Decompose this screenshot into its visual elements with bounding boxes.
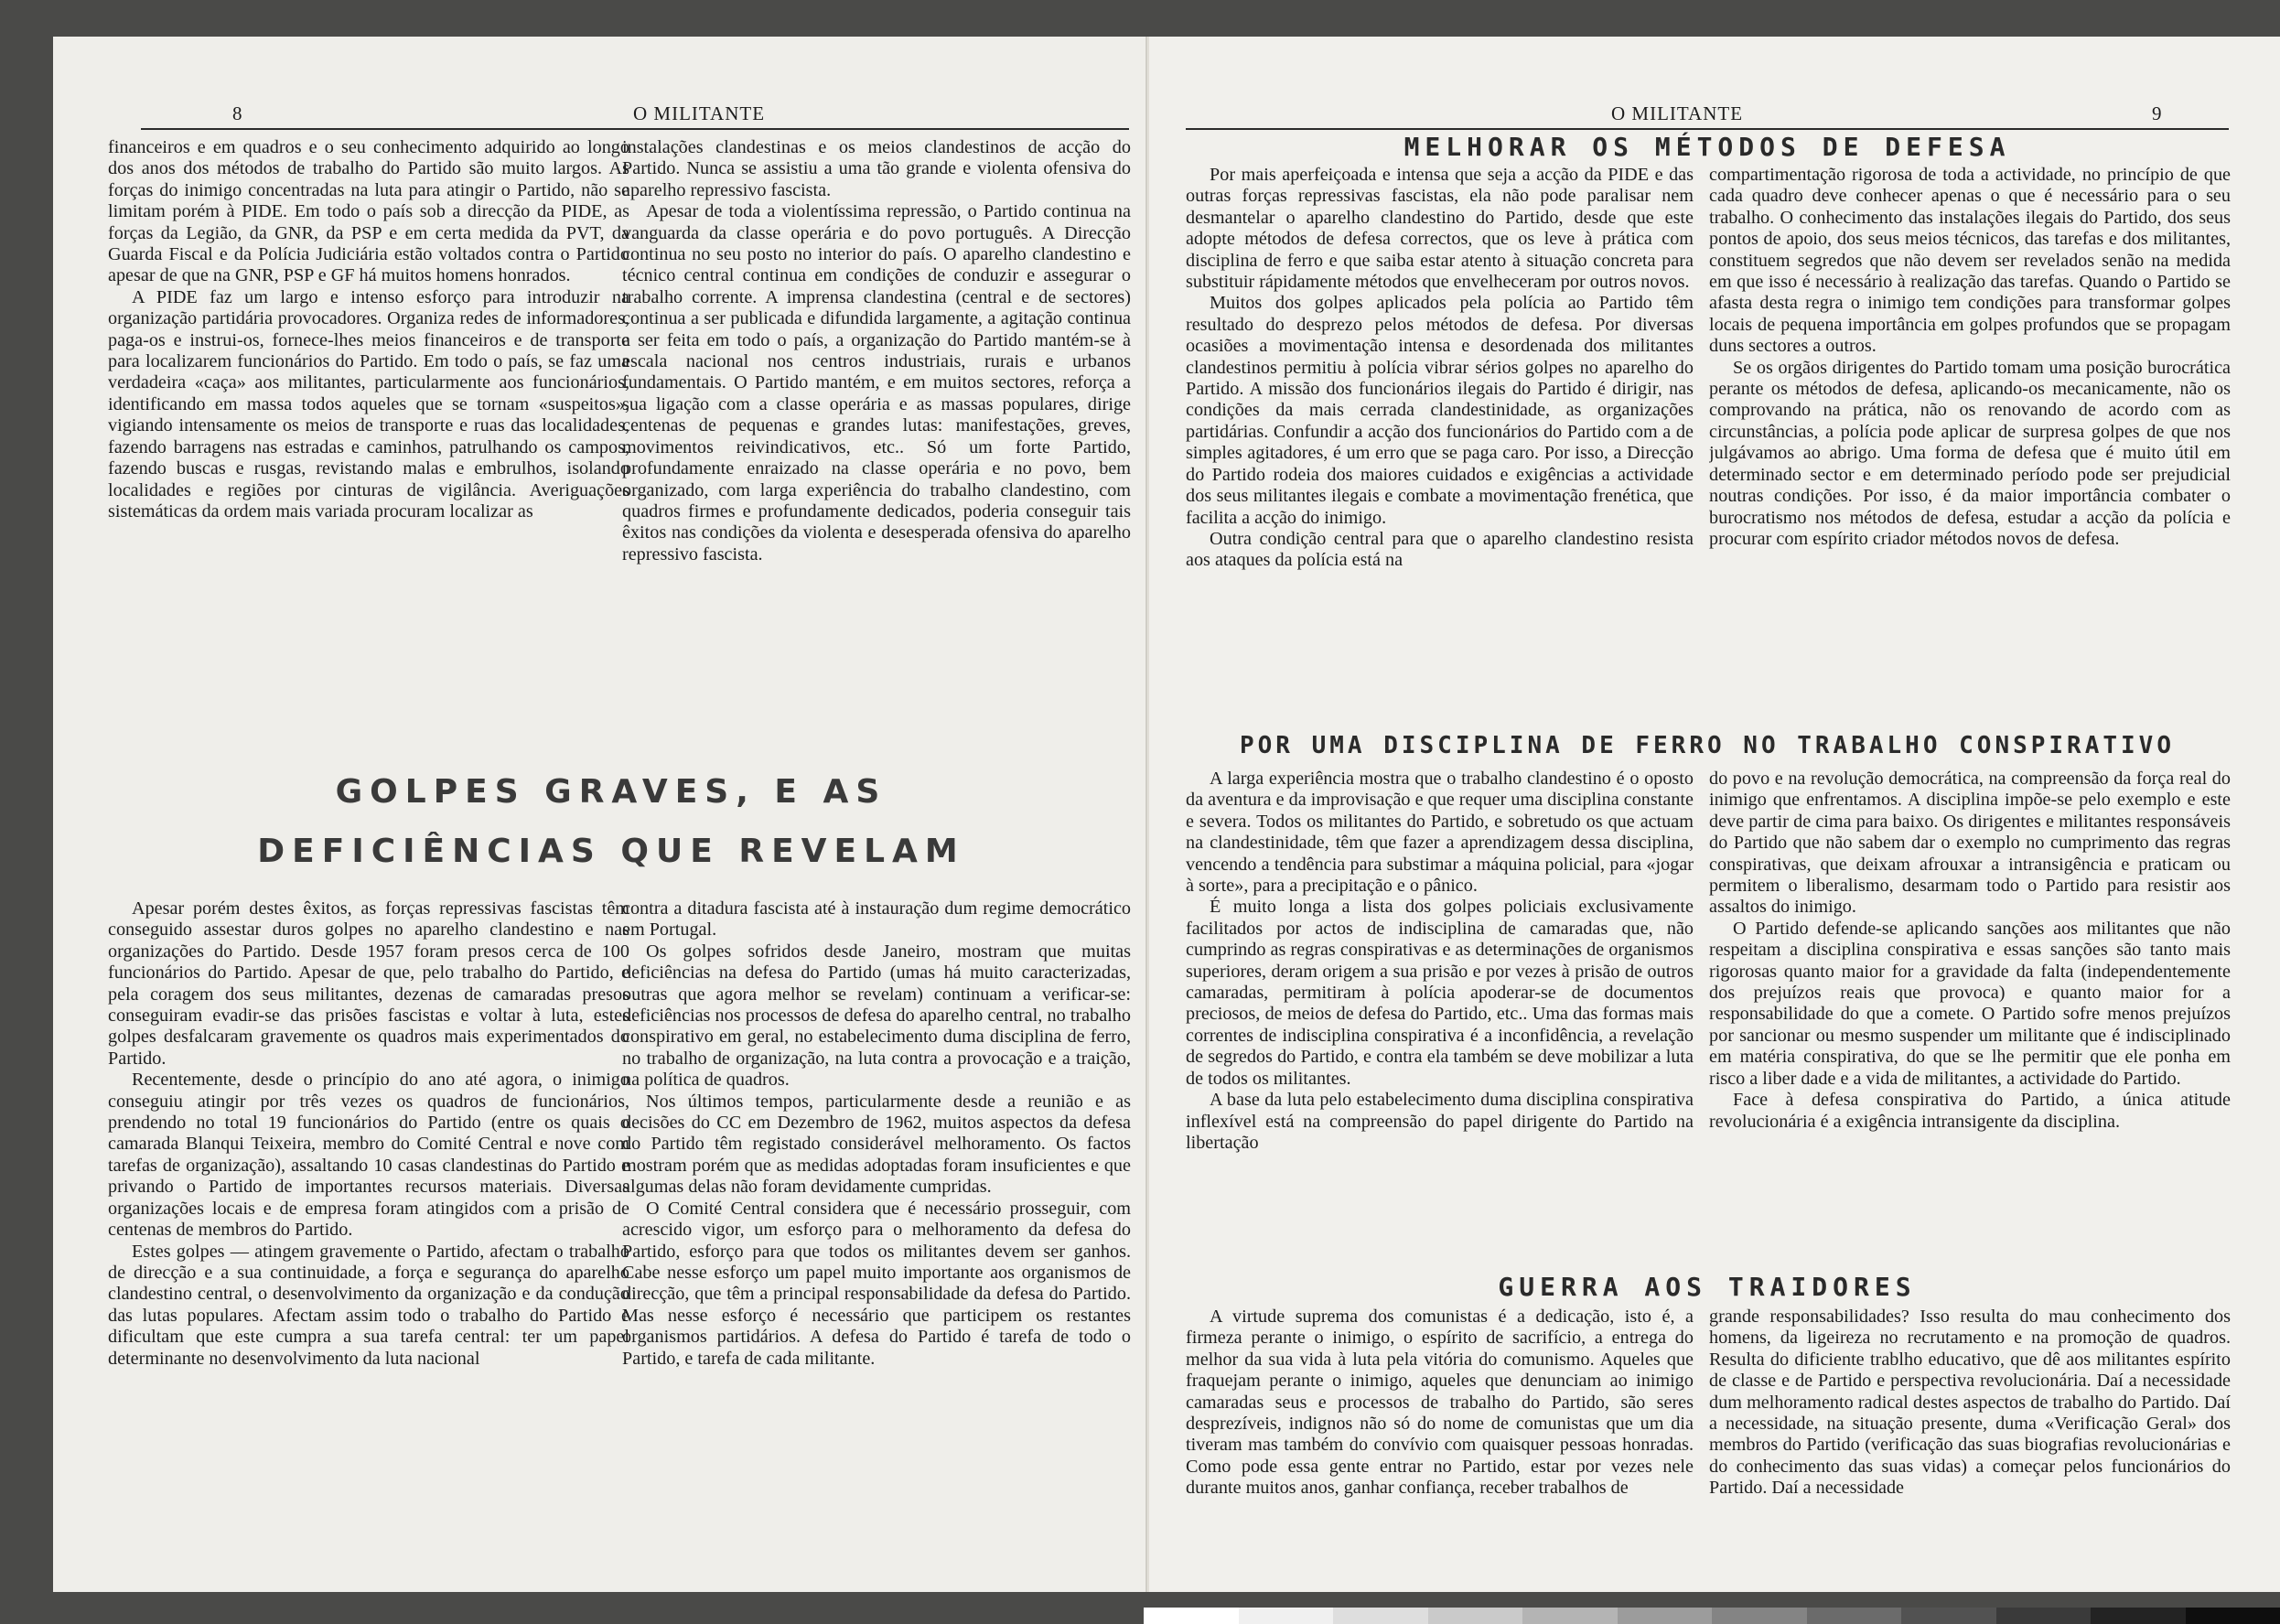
- paragraph: Recentemente, desde o princípio do ano até agora, o inimigo conseguiu atingir por três vezes os quadros de funcionários, prendendo no total 19 funcionários do Partido (entre os quais o camarada Blanqui Teixeira, membro do Comité Central e nove com tarefas de organização), assaltando 10 casas clandestinas do Partido e privando o Partido de importantes recursos materiais. Diversas organizações locais e de empresa foram atingidos com a prisão de centenas de membros do Partido.: [108, 1070, 629, 1241]
- section-title-traidores: GUERRA AOS TRAIDORES: [1498, 1272, 1917, 1302]
- left-col2-bottom: [622, 898, 1131, 1566]
- s2-col1: [1186, 769, 1694, 1274]
- section-title-disciplina: POR UMA DISCIPLINA DE FERRO NO TRABALHO CONSPIRATIVO: [1240, 732, 2175, 759]
- s2-col2: [1709, 769, 2231, 1274]
- paragraph: É muito longa a lista dos golpes policiais exclusivamente facilitados por actos de indisciplina de camaradas que, não cumprindo as regras conspirativas e as determinações de organismos superiores, deram origem a sua prisão e por vezes à prisão de outros camaradas, permitiram à polícia apoderar-se de documentos preciosos, de meios de defesa do Partido, etc.. Uma das formas mais correntes de indisciplina conspirativa é a inconfidência, a revelação de segredos do Partido, e contra ela também se deve mobilizar a luta de todos os militantes.: [1186, 897, 1694, 1089]
- paragraph: Nos últimos tempos, particularmente desde a reunião e as decisões do CC em Dezembro de 1962, muitos aspectos da defesa do Partido têm registado considerável melhoramento. Os factos mostram porém que as medidas adoptadas foram insuficientes e que algumas delas não foram devidamente cumpridas.: [622, 1091, 1131, 1198]
- paragraph: A PIDE faz um largo e intenso esforço para introduzir na organização partidária provocadores. Organiza redes de informadores, paga-os e instrui-os, fornece-lhes meios financeiros e de transporte para localizarem funcionários do Partido. Em todo o país, se faz uma verdadeira «caça» aos militantes, particularmente aos funcionários, identificando em massa todos aqueles que se tornam «suspeitos», vigiando intensamente os meios de transporte e ruas das localidades, fazendo barragens nas estradas e caminhos, patrulhando os campos, fazendo buscas e rusgas, revistando malas e embrulhos, isolando localidades e regiões por cinturas de vigilância. Averiguações sistemáticas da ordem mais variada procuram localizar as: [108, 286, 629, 522]
- right-running-title: O MILITANTE: [1611, 102, 1744, 124]
- right-page: [1149, 37, 2280, 1592]
- paragraph: A base da luta pelo estabelecimento duma disciplina conspirativa inflexível está na compreensão do papel dirigente do Partido na libertação: [1186, 1090, 1694, 1153]
- paragraph: Os golpes sofridos desde Janeiro, mostram que muitas deficiências na defesa do Partido (umas há muito caracterizadas, outras que agora melhor se revelam) continuam a verificar-se: deficiências nos processos de defesa do aparelho central, no trabalho conspirativo em geral, no estabelecimento duma disciplina de ferro, no trabalho de organização, na luta contra a provocação e a traição, na política de quadros.: [622, 941, 1131, 1091]
- paragraph: Se os orgãos dirigentes do Partido tomam uma posição burocrática perante os métodos de defesa, aplicando-os mecanicamente, não os comprovando na prática, não os renovando de acordo com as circunstâncias, a polícia pode aplicar de surpresa golpes de que nos julgávamos ao abrigo. Uma forma de defesa que é muito útil em determinado sector e em determinado período pode ser prejudicial noutras condições. Por isso, é da maior importância combater o burocratismo nos métodos de defesa, estudar a acção da polícia e procurar com espírito criador métodos novos de defesa.: [1709, 357, 2231, 549]
- left-running-title: O MILITANTE: [633, 102, 766, 124]
- left-col1-top: [108, 137, 629, 759]
- paragraph: contra a ditadura fascista até à instauração dum regime democrático em Portugal.: [622, 898, 1131, 941]
- paragraph: do povo e na revolução democrática, na compreensão da força real do inimigo que enfrentamos. A disciplina impõe-se pelo exemplo e este deve partir de cima para baixo. Os dirigentes e militantes responsáveis do Partido que não sabem dar o exemplo no cumprimento das regras conspirativas, que deixam afrouxar a intransigência e praticam ou permitem o liberalismo, desarmam todo o Partido para resistir aos assaltos do inimigo.: [1709, 769, 2231, 918]
- paragraph: Muitos dos golpes aplicados pela polícia ao Partido têm resultado do desprezo pelos métodos de defesa. Por diversas ocasiões a movimentação intensa e desordenada dos militantes clandestinos permitiu à polícia vibrar sérios golpes no aparelho do Partido. A missão dos funcionários ilegais do Partido é dirigir, nas condições da mais cerrada clandestinidade, as organizações partidárias. Confundir a acção dos funcionários do Partido com a de simples agitadores, é um erro que se paga caro. Por isso, a Direcção do Partido rodeia dos maiores cuidados e exigências a actividade dos seus militantes ilegais e combate a movimentação frenética, que facilita a acção do inimigo.: [1186, 293, 1694, 528]
- headline-line-2: DEFICIÊNCIAS QUE REVELAM: [257, 833, 965, 870]
- paragraph: grande responsabilidades? Isso resulta do mau conhecimento dos homens, da ligeireza no recrutamento e na promoção de quadros. Resulta do dificiente trablho educativo, que dê aos militantes espírito de classe e de Partido e perspectiva revolucionária. Daí a necessidade dum melhoramento radical destes aspectos de trabalho do Partido. Daí a necessidade, na situação presente, duma «Verificação Geral» dos membros do Partido (verificação das suas biografias revolucionárias e do conhecimento das suas vidas) a começar pelos funcionários do Partido. Daí a necessidade: [1709, 1307, 2231, 1499]
- paragraph: Face à defesa conspirativa do Partido, a única atitude revolucionária é a exigência intransigente da disciplina.: [1709, 1090, 2231, 1132]
- left-page: [53, 37, 1147, 1592]
- s1-col2: [1709, 165, 2231, 725]
- scan-color-scale: [1144, 1608, 2280, 1624]
- paragraph: financeiros e em quadros e o seu conhecimento adquirido ao longo dos anos dos métodos de trabalho do Partido são muito largos. As forças do inimigo concentradas na luta para atingir o Partido, não se limitam porém à PIDE. Em todo o país sob a direcção da PIDE, as forças da Legião, da GNR, da PSP e em certa medida da PVT, da Guarda Fiscal e da Polícia Judiciária estão voltados contra o Partido apesar de que na GNR, PSP e GF há muitos homens honrados.: [108, 137, 629, 286]
- left-col2-top: [622, 137, 1131, 759]
- right-header-rule: [1186, 128, 2229, 130]
- paragraph: O Comité Central considera que é necessário prosseguir, com acrescido vigor, um esforço para o melhoramento da defesa do Partido, esforço para que todos os militantes devem ser ganhos. Cabe nesse esforço um papel muito importante aos organismos de direcção, que têm a principal responsabilidade da defesa do Partido. Mas nesse esforço é necessário que participem os restantes organismos partidários. A defesa do Partido é tarefa de todo o Partido, e tarefa de cada militante.: [622, 1198, 1131, 1369]
- paragraph: instalações clandestinas e os meios clandestinos de acção do Partido. Nunca se assistiu a uma tão grande e violenta ofensiva do aparelho repressivo fascista.: [622, 137, 1131, 200]
- headline-line-1: GOLPES GRAVES, E AS: [335, 773, 887, 811]
- paragraph: compartimentação rigorosa de toda a actividade, no princípio de que cada quadro deve conhecer apenas o que é necessário para o seu trabalho. O conhecimento das instalações ilegais do Partido, dos seus pontos de apoio, dos seus meios técnicos, das tarefas e dos militantes, constituem segredos que não devem ser revelados senão na medida em que isso é necessário à realização das tarefas. Quando o Partido se afasta desta regra o inimigo tem condições para transformar golpes locais de pequena importância em golpes profundos que se propagam duns sectores a outros.: [1709, 165, 2231, 357]
- paragraph: Apesar porém destes êxitos, as forças repressivas fascistas têm conseguido assestar duros golpes no aparelho clandestino e nas organizações do Partido. Desde 1957 foram presos cerca de 100 funcionários do Partido. Apesar de que, pelo trabalho do Partido, e pela coragem dos seus militantes, dezenas de camaradas presos conseguiram evadir-se das prisões fascistas e voltar à luta, estes golpes desfalcaram gravemente os quadros mais experimentados do Partido.: [108, 898, 629, 1069]
- paragraph: Outra condição central para que o aparelho clandestino resista aos ataques da polícia está na: [1186, 528, 1694, 571]
- right-page-number: 9: [2152, 102, 2163, 124]
- s1-col1: [1186, 165, 1694, 725]
- paragraph: Estes golpes — atingem gravemente o Partido, afectam o trabalho de direcção e a sua continuidade, a força e segurança do aparelho clandestino central, o desenvolvimento da organização e da condução das lutas populares. Afectam assim todo o trabalho do Partido e dificultam que este cumpra a sua tarefa central: ter um papel determinante no desenvolvimento da luta nacional: [108, 1241, 629, 1369]
- paragraph: A larga experiência mostra que o trabalho clandestino é o oposto da aventura e da improvisação e que requer uma disciplina constante e severa. Todos os militantes do Partido, e sobretudo os que actuam na clandestinidade, têm que fazer a aprendizagem dessa disciplina, vencendo a tendência para substimar a máquina policial, para «jogar à sorte», para a precipitação e o pânico.: [1186, 769, 1694, 897]
- s3-col2: [1709, 1307, 2231, 1581]
- left-col1-bottom: [108, 898, 629, 1566]
- paragraph: A virtude suprema dos comunistas é a dedicação, isto é, a firmeza perante o inimigo, o espírito de sacrifício, a entrega do melhor da sua vida à luta pela vitória do comunismo. Aqueles que fraquejam perante o inimigo, aqueles que denunciam ao inimigo camaradas seus e processos de trabalho do Partido, são seres desprezíveis, indignos não só do nome de comunistas que um dia tiveram mas também do convívio com quaisquer pessoas honradas. Como pode essa gente entrar no Partido, estar por vezes nele durante muitos anos, ganhar confiança, receber trabalhos de: [1186, 1307, 1694, 1499]
- left-page-number: 8: [232, 102, 243, 124]
- paragraph: O Partido defende-se aplicando sanções aos militantes que não respeitam a disciplina conspirativa e essas sanções são tanto mais rigorosas quanto maior for a gravidade da falta (independentemente dos prejuízos reais que provoca) e quanto maior for a responsabilidade do que a comete. O Partido sofre menos prejuízos por sancionar ou mesmo suspender um militante que é indisciplinado em matéria conspirativa, do que se lhe permitir que ele ponha em risco a liber dade e a vida de militantes, a actividade do Partido.: [1709, 918, 2231, 1089]
- left-header-rule: [141, 128, 1129, 130]
- paragraph: Por mais aperfeiçoada e intensa que seja a acção da PIDE e das outras forças repressivas fascistas, ela não pode paralisar nem desmantelar o aparelho clandestino do Partido, desde que este adopte métodos de defesa correctos, que os leve à prática com disciplina de ferro e que saiba estar atento à situação concreta para substituir rápidamente métodos que envelheceram por outros novos.: [1186, 165, 1694, 293]
- paragraph: Apesar de toda a violentíssima repressão, o Partido continua na vanguarda da classe operária e do povo português. A Direcção continua no seu posto no interior do país. O aparelho clandestino e técnico central continua em condições de conduzir e assegurar o trabalho corrente. A imprensa clandestina (central e de sectores) continua a ser publicada e difundida largamente, a agitação continua a ser feita em todo o país, a organização do Partido mantém-se à escala nacional nos centros industriais, rurais e urbanos fundamentais. O Partido mantém, e em muitos sectores, reforça a sua ligação com a classe operária e as massas populares, dirige centenas de pequenas e grandes lutas: manifestações, greves, movimentos reivindicativos, etc.. Só um forte Partido, profundamente enraizado na classe operária e no povo, bem organizado, com larga experiência do trabalho clandestino, com quadros firmes e profundamente dedicados, poderia conseguir tais êxitos nas condições da violenta e desesperada ofensiva do aparelho repressivo fascista.: [622, 201, 1131, 565]
- s3-col1: [1186, 1307, 1694, 1581]
- section-title-defesa: MELHORAR OS MÉTODOS DE DEFESA: [1403, 132, 2011, 162]
